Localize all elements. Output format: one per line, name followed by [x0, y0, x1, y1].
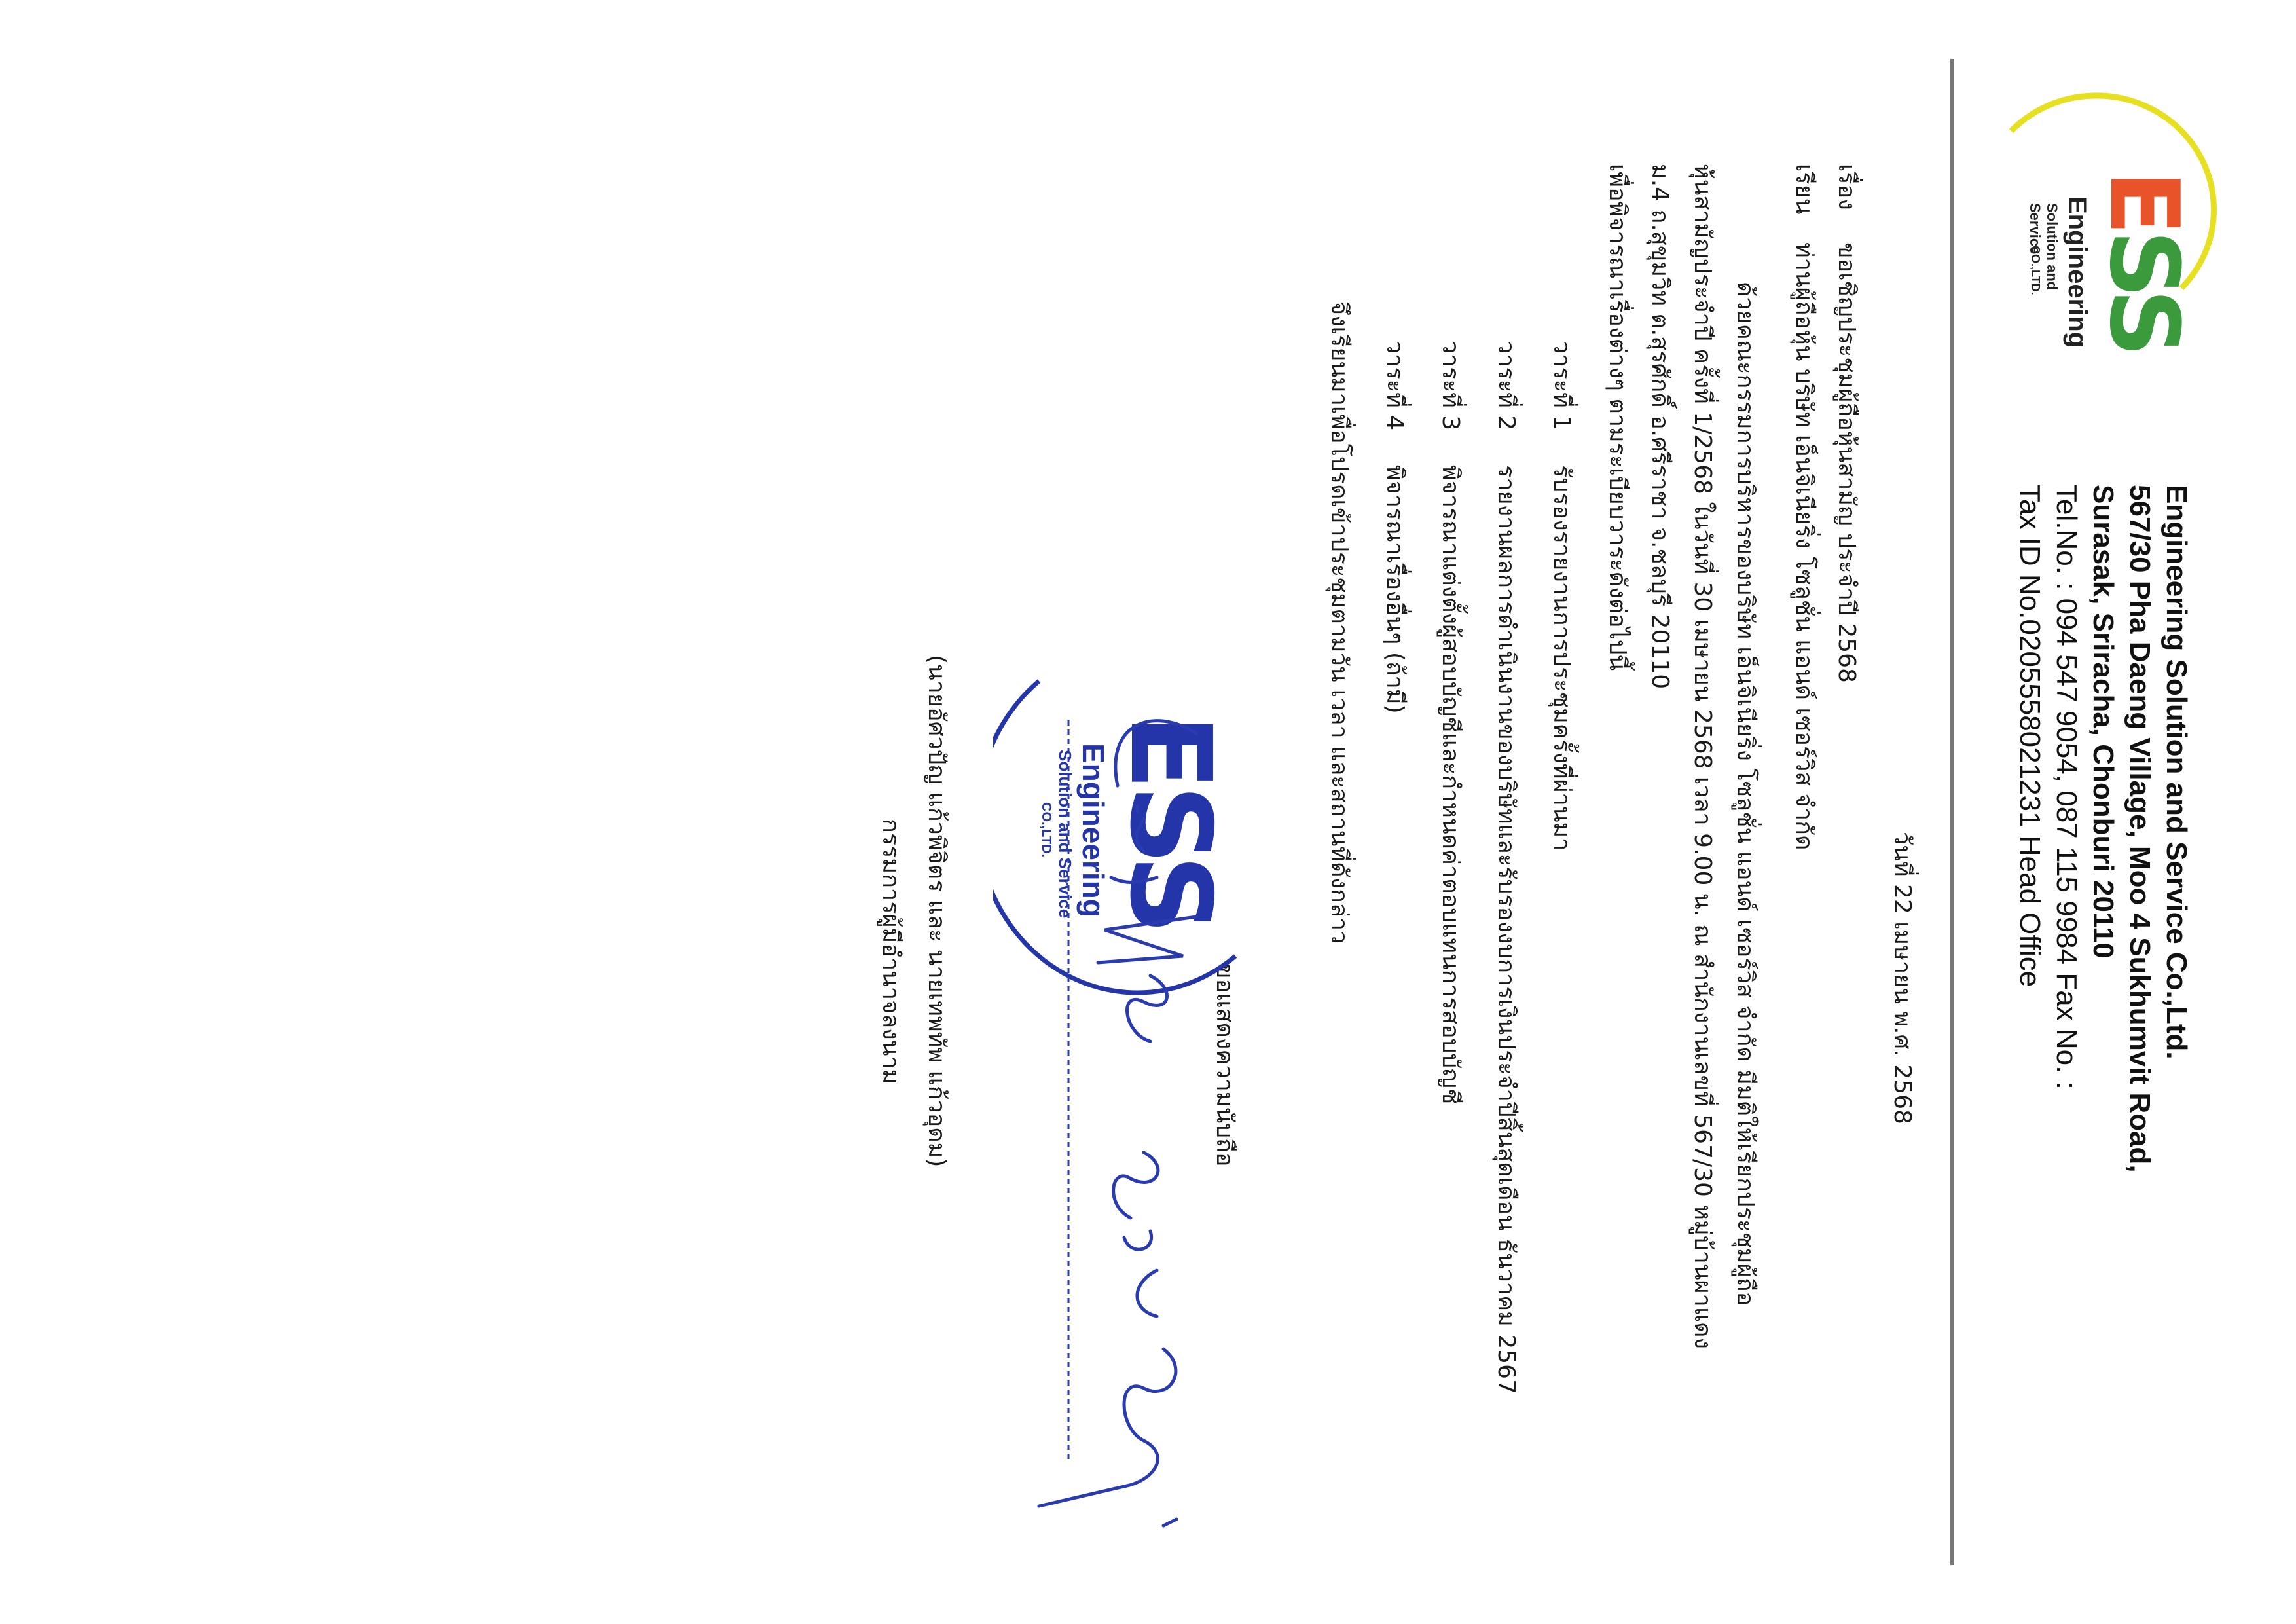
logo-ess-letters: ESS [2088, 170, 2199, 352]
agenda-1-label: วาระที่ 1 [1548, 341, 1575, 431]
agenda-2-label: วาระที่ 2 [1493, 341, 1520, 431]
signer-names: (นายอัศวปัญ แก้วพิจิตร และ นายเทพทัพ แก้วอุดม) [923, 655, 950, 1168]
signer-title: กรรมการผู้มีอำนาจลงนาม [877, 819, 904, 1085]
to-label: เรียน [1791, 164, 1817, 215]
logo-coltd: CO.,LTD. [2029, 246, 2042, 295]
agenda-3-text: พิจารณาแต่งตั้งผู้สอบบัญชีและกำหนดค่าตอบแทนการสอบบัญชี [1437, 465, 1464, 1105]
letterhead-info [2011, 485, 2195, 1173]
body-line-1: ด้วยคณะกรรมการบริหารของบริษัท เอ็นจิเนียริ่ง โซลูชั่น แอนด์ เซอร์วิส จำกัด มีมติให้เรียกประชุมผู้ถือ [1732, 282, 1758, 1306]
header-divider [1950, 59, 1954, 1565]
logo-engineering: Engineering [2063, 196, 2092, 348]
agenda-1-text: รับรองรายงานการประชุมครั้งที่ผ่านมา [1548, 465, 1575, 851]
to-text: ท่านผู้ถือหุ้น บริษัท เอ็นจิเนียริ่ง โซลูชั่น แอนด์ เซอร์วิส จำกัด [1791, 242, 1817, 851]
body-line-2: หุ้นสามัญประจำปี ครั้งที่ 1/2568 ในวันที่ 30 เมษายน 2568 เวลา 9.00 น. ณ สำนักงานเลขที่ 567/30 หมู่บ้านผาแดง [1689, 164, 1716, 1349]
subject-text: ขอเชิญประชุมผู้ถือหุ้นสามัญ ประจำปี 2568 [1833, 242, 1860, 683]
regards-line: ขอแสดงความนับถือ [1211, 963, 1238, 1167]
body-line-3: ม.4 ถ.สุขุมวิท ต.สุรศักดิ์ อ.ศรีราชา จ.ชลบุรี 20110 [1647, 164, 1673, 690]
address-line-2: Surasak, Sriracha, Chonburi 20110 [2087, 485, 2119, 959]
body-line-4: เพื่อพิจารณาเรื่องต่างๆ ตามระเบียบวาระดังต่อไปนี้ [1604, 164, 1631, 671]
letter-date: วันที่ 22 เมษายน พ.ศ. 2568 [1889, 832, 1916, 1124]
tax-id-line: Tax ID No.0205558021231 Head Office [2014, 485, 2046, 987]
closing-line: จึงเรียนมาเพื่อโปรดเข้าประชุมตามวัน เวลา และสถานที่ดังกล่าว [1326, 301, 1353, 944]
agenda-4-label: วาระที่ 4 [1381, 341, 1408, 431]
subject-label: เรื่อง [1833, 164, 1860, 210]
phone-line: Tel.No. : 094 547 9054, 087 115 9984 Fax No. : [2050, 485, 2083, 1090]
agenda-2-text: รายงานผลการดำเนินงานของบริษัทและรับรองงบการเงินประจำปีสิ้นสุดเดือน ธันวาคม 2567 [1493, 465, 1520, 1394]
agenda-4-text: พิจารณาเรื่องอื่นๆ (ถ้ามี) [1381, 465, 1408, 714]
signature [1026, 707, 1235, 1624]
company-logo [1982, 98, 2217, 352]
company-name: Engineering Solution and Service Co.,Ltd. [2160, 485, 2193, 1060]
logo-solution: Solution and Service [2027, 203, 2060, 291]
stamp-coltd: CO.,LTD. [1039, 802, 1053, 858]
stamp-engineering: Engineering [1076, 743, 1110, 917]
stamp-solution: Solution and Service [1055, 750, 1075, 919]
agenda-3-label: วาระที่ 3 [1437, 341, 1464, 431]
stamp-ess-letters: ESS [1105, 714, 1235, 930]
address-line-1: 567/30 Pha Daeng Village, Moo 4 Sukhumvit Road, [2124, 485, 2156, 1173]
